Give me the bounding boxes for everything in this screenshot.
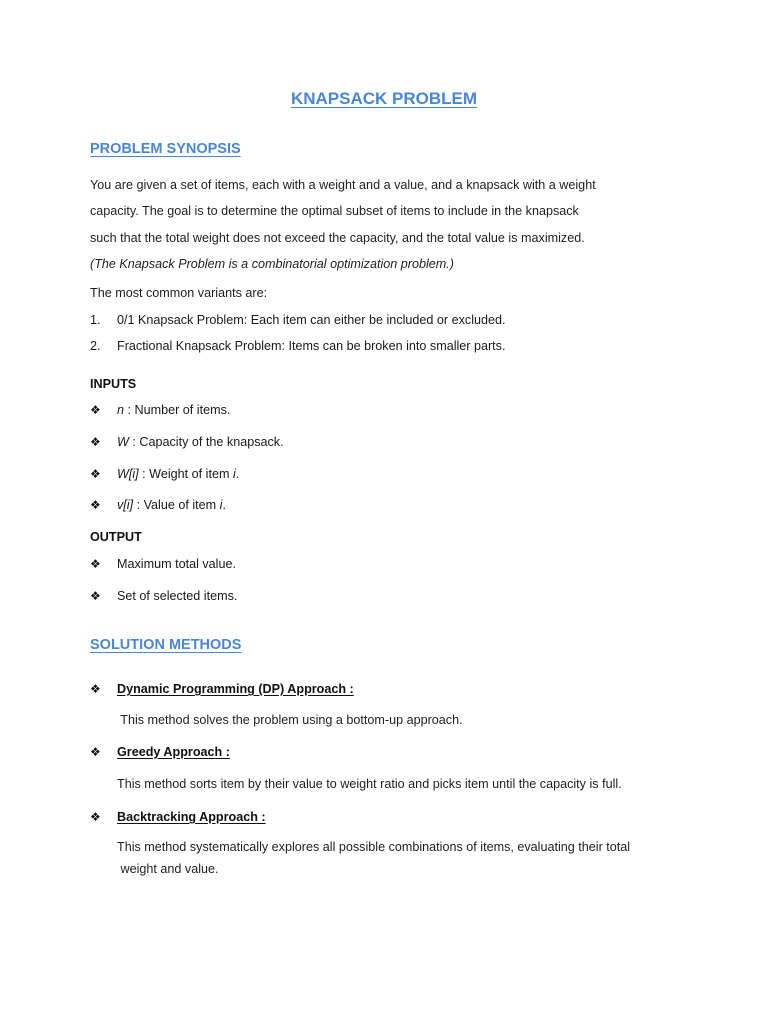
method-item xyxy=(0,745,768,795)
synopsis-heading: PROBLEM SYNOPSIS xyxy=(90,141,241,157)
method-description: This method solves the problem using a bottom-up approach. xyxy=(117,713,463,727)
variant-item xyxy=(0,313,768,331)
diamond-bullet-icon: ❖ xyxy=(90,682,101,696)
document-title: KNAPSACK PROBLEM xyxy=(290,89,478,108)
input-index: i xyxy=(219,498,223,512)
input-index: i xyxy=(232,467,236,481)
output-heading: OUTPUT xyxy=(90,530,142,544)
input-description: : Number of items. xyxy=(124,403,231,417)
diamond-bullet-icon: ❖ xyxy=(90,745,101,759)
output-text: Set of selected items. xyxy=(117,589,238,603)
synopsis-line: capacity. The goal is to determine the optimal subset of items to include in the knapsack xyxy=(90,204,579,218)
inputs-heading: INPUTS xyxy=(90,377,137,391)
synopsis-note: (The Knapsack Problem is a combinatorial optimization problem.) xyxy=(90,257,454,271)
method-title: Dynamic Programming (DP) Approach : xyxy=(117,682,354,696)
variant-text: 0/1 Knapsack Problem: Each item can either be included or excluded. xyxy=(117,313,506,327)
input-end: . xyxy=(222,498,226,512)
diamond-bullet-icon: ❖ xyxy=(90,810,101,824)
diamond-bullet-icon: ❖ xyxy=(90,557,101,571)
input-text xyxy=(117,498,226,512)
method-description: This method sorts item by their value to weight ratio and picks item until the capacity is full. xyxy=(117,777,622,791)
variant-text: Fractional Knapsack Problem: Items can be broken into smaller parts. xyxy=(117,339,506,353)
input-text xyxy=(117,467,239,481)
input-item xyxy=(0,403,768,421)
input-text xyxy=(117,403,230,417)
synopsis-line: You are given a set of items, each with a weight and a value, and a knapsack with a weight xyxy=(90,178,596,192)
diamond-bullet-icon: ❖ xyxy=(90,589,101,603)
method-item xyxy=(0,682,768,732)
method-title: Greedy Approach : xyxy=(117,745,230,759)
input-item xyxy=(0,467,768,485)
diamond-bullet-icon: ❖ xyxy=(90,498,101,512)
method-title: Backtracking Approach : xyxy=(117,810,266,824)
method-item xyxy=(0,810,768,890)
output-item xyxy=(0,589,768,607)
solutions-heading: SOLUTION METHODS xyxy=(90,637,242,653)
variant-number: 1. xyxy=(90,313,101,327)
diamond-bullet-icon: ❖ xyxy=(90,435,101,449)
input-description: : Weight of item xyxy=(138,467,233,481)
input-item xyxy=(0,498,768,516)
input-symbol: W[i] xyxy=(117,467,139,481)
method-description: This method systematically explores all possible combinations of items, evaluating their total xyxy=(117,840,631,854)
variant-item xyxy=(0,339,768,357)
diamond-bullet-icon: ❖ xyxy=(90,467,101,481)
input-text xyxy=(117,435,284,449)
input-item xyxy=(0,435,768,453)
input-symbol: W xyxy=(117,435,129,449)
input-description: : Value of item xyxy=(133,498,220,512)
output-item xyxy=(0,557,768,575)
input-symbol: v[i] xyxy=(117,498,134,512)
diamond-bullet-icon: ❖ xyxy=(90,403,101,417)
variant-number: 2. xyxy=(90,339,101,353)
variants-intro: The most common variants are: xyxy=(90,286,268,300)
synopsis-line: such that the total weight does not exceed the capacity, and the total value is maximized. xyxy=(90,231,585,245)
input-description: : Capacity of the knapsack. xyxy=(128,435,284,449)
input-end: . xyxy=(235,467,240,481)
method-description: weight and value. xyxy=(117,862,219,876)
output-text: Maximum total value. xyxy=(117,557,236,571)
input-symbol: n xyxy=(117,403,125,417)
